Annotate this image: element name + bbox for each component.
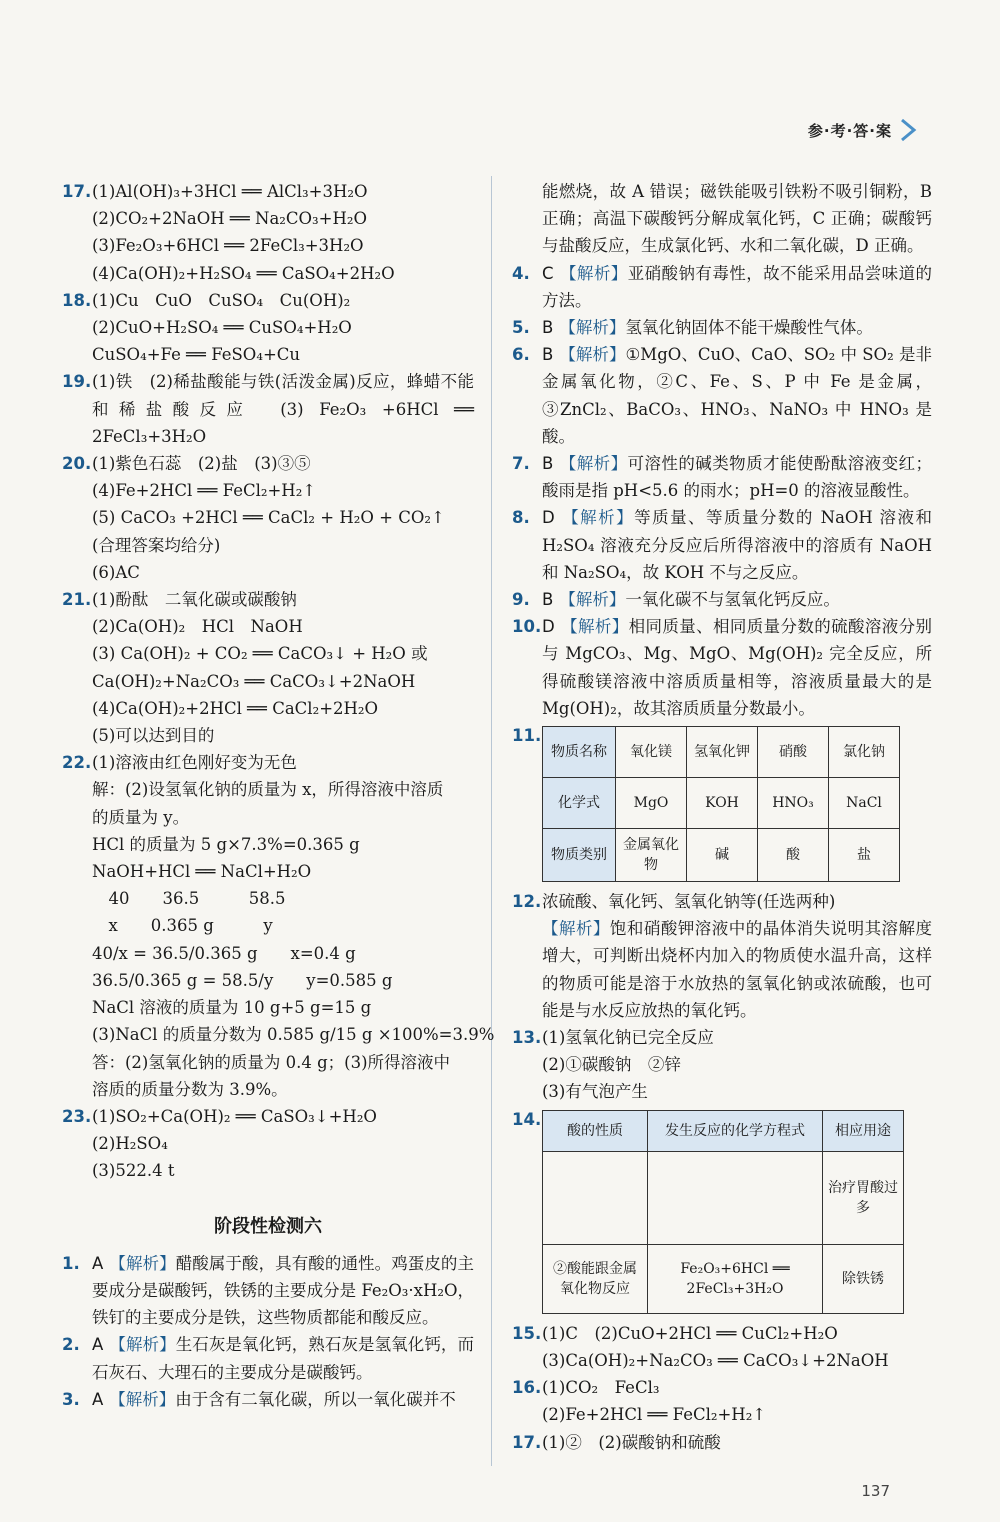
table-row (543, 1151, 904, 1244)
answer-text: (1)铁 (2)稀盐酸能与铁(活泼金属)反应，蜂蜡不能和稀盐酸反应 (3) Fe₂O₃ +6HCl ══ 2FeCl₃+3H₂O (92, 372, 474, 446)
question-number: 2. (62, 1335, 80, 1355)
answer-line: 浓硫酸、氧化钙、氢氧化钠等(任选两种) (542, 892, 836, 912)
table-cell: 治疗胃酸过多 (823, 1151, 904, 1244)
question-number: 3. (62, 1389, 80, 1409)
answer-line: NaOH+HCl ══ NaCl+H₂O (92, 862, 312, 882)
table-cell: 氯化钠 (829, 727, 900, 778)
question-number: 7. (512, 454, 530, 474)
table-cell: ②酸能跟金属氧化物反应 (543, 1244, 648, 1313)
answer-line: (4)Fe+2HCl ══ FeCl₂+H₂↑ (92, 481, 317, 501)
question-number: 18. (62, 290, 92, 310)
answer-s3 (62, 1386, 474, 1413)
analysis-tag: 【解析】 (560, 508, 635, 528)
question-number: 9. (512, 590, 530, 610)
answer-s8 (512, 504, 932, 586)
table-cell: Fe₂O₃+6HCl ══ 2FeCl₃+3H₂O (648, 1244, 823, 1313)
page-header (808, 118, 920, 142)
answer-s2 (62, 1331, 474, 1385)
analysis-text: 生石灰是氧化钙，熟石灰是氢氧化钙，而石灰石、大理石的主要成分是碳酸钙。 (92, 1335, 475, 1382)
answer-choice: B (542, 454, 554, 474)
answer-choice: B (542, 345, 554, 365)
answer-line: (1)氢氧化钠已完全反应 (542, 1028, 714, 1048)
answer-s5 (512, 314, 932, 341)
answer-choice: D (542, 617, 555, 637)
answer-s11 (512, 722, 932, 888)
question-number: 21. (62, 590, 92, 610)
answer-line: (3)522.4 t (92, 1161, 175, 1181)
answer-23 (62, 1103, 474, 1185)
answer-line: (1)C (2)CuO+2HCl ══ CuCl₂+H₂O (542, 1323, 838, 1343)
answer-s9 (512, 586, 932, 613)
answer-line: (1)Al(OH)₃+3HCl ══ AlCl₃+3H₂O (92, 182, 368, 201)
table-cell: 物质名称 (543, 727, 616, 778)
answer-19 (62, 368, 474, 450)
answer-line: (1)② (2)碳酸钠和硫酸 (542, 1432, 721, 1452)
answer-17 (62, 178, 474, 287)
answer-line: 溶质的质量分数为 3.9%。 (92, 1079, 288, 1099)
table-cell: MgO (616, 778, 687, 829)
answer-choice: C (542, 263, 554, 283)
answer-s6 (512, 341, 932, 450)
question-number: 13. (512, 1028, 542, 1048)
analysis-tag: 【解析】 (109, 1335, 176, 1355)
table-row (543, 778, 900, 829)
answer-line: (3)NaCl 的质量分数为 0.585 g/15 g ×100%=3.9% (92, 1025, 495, 1045)
answer-line: (2)CuO+H₂SO₄ ══ CuSO₄+H₂O (92, 318, 352, 338)
column-divider (491, 176, 492, 1466)
question-number: 11. (512, 726, 542, 746)
question-number: 19. (62, 372, 92, 392)
left-column (62, 178, 495, 1413)
question-number: 17. (512, 1432, 542, 1452)
answer-line: (2)Ca(OH)₂ HCl NaOH (92, 617, 303, 637)
answer-line: 答：(2)氢氧化钠的质量为 0.4 g；(3)所得溶液中 (92, 1052, 451, 1072)
answer-line: 的质量为 y。 (92, 807, 190, 827)
section-title: 阶段性检测六 (214, 1215, 322, 1237)
analysis-tag: 【解析】 (559, 345, 626, 365)
table-cell: KOH (687, 778, 758, 829)
answer-line: (5)可以达到目的 (92, 726, 215, 746)
question-number: 5. (512, 318, 530, 338)
table-cell: 氢氧化钾 (687, 727, 758, 778)
answer-line: (3)Fe₂O₃+6HCl ══ 2FeCl₃+3H₂O (92, 236, 364, 256)
table-cell: 盐 (829, 829, 900, 882)
answer-line: (1)溶液由红色刚好变为无色 (92, 753, 297, 773)
answer-line: (5) CaCO₃ +2HCl ══ CaCl₂ + H₂O + CO₂↑ (92, 508, 445, 528)
answer-choice: A (92, 1389, 104, 1409)
table-cell: 碱 (687, 829, 758, 882)
answer-line: (3)有气泡产生 (542, 1082, 648, 1102)
substance-table (542, 726, 900, 882)
question-number: 6. (512, 345, 530, 365)
analysis-text: ①MgO、CuO、CaO、SO₂ 中 SO₂ 是非金属氧化物，②C、Fe、S、P 中 Fe 是金属，③ZnCl₂、BaCO₃、HNO₃、NaNO₃ 中 HNO₃ 是酸。 (542, 345, 933, 446)
header-title: 参·考·答·案 (807, 121, 892, 140)
analysis-tag: 【解析】 (559, 263, 628, 283)
table-row (543, 1244, 904, 1313)
answer-line: (1)Cu CuO CuSO₄ Cu(OH)₂ (92, 290, 351, 310)
answer-line: x 0.365 g y (92, 916, 273, 936)
answer-s17 (512, 1429, 932, 1456)
answer-line: (4)Ca(OH)₂+2HCl ══ CaCl₂+2H₂O (92, 698, 379, 718)
table-cell: NaCl (829, 778, 900, 829)
answer-line: (1)SO₂+Ca(OH)₂ ══ CaSO₃↓+H₂O (92, 1106, 377, 1126)
question-number: 4. (512, 263, 530, 283)
analysis-text: 等质量、等质量分数的 NaOH 溶液和 H₂SO₄ 溶液充分反应后所得溶液中的溶质有 NaOH 和 Na₂SO₄，故 KOH 不与之反应。 (542, 508, 933, 582)
table-cell: 酸 (758, 829, 829, 882)
question-number: 8. (512, 508, 530, 528)
answer-line: 40 36.5 58.5 (92, 889, 286, 909)
answer-s7 (512, 450, 932, 504)
answer-line: CuSO₄+Fe ══ FeSO₄+Cu (92, 345, 301, 365)
question-number: 10. (512, 617, 542, 637)
analysis-tag: 【解析】 (560, 617, 629, 637)
table-cell: HNO₃ (758, 778, 829, 829)
analysis-tag: 【解析】 (542, 919, 610, 939)
table-header-cell: 相应用途 (823, 1110, 904, 1151)
answer-s13 (512, 1024, 932, 1106)
answer-line: (2)Fe+2HCl ══ FeCl₂+H₂↑ (542, 1405, 767, 1425)
answer-s14 (512, 1106, 932, 1320)
question-number: 14. (512, 1109, 542, 1129)
analysis-text: 饱和硝酸钾溶液中的晶体消失说明其溶解度增大，可判断出烧杯内加入的物质使水温升高，这样的物质可能是溶于水放热的氢氧化钠或浓硫酸，也可能是与水反应放热的氧化钙。 (542, 919, 933, 1020)
table-cell (543, 1151, 648, 1244)
answer-line: 解：(2)设氢氧化钠的质量为 x，所得溶液中溶质 (92, 780, 444, 800)
acid-property-table (542, 1110, 904, 1314)
answer-line: (合理答案均给分) (92, 535, 221, 555)
answer-line: Ca(OH)₂+Na₂CO₃ ══ CaCO₃↓+2NaOH (92, 671, 416, 691)
answer-s10 (512, 613, 932, 722)
answer-line: NaCl 溶液的质量为 10 g+5 g=15 g (92, 998, 372, 1018)
answer-s16 (512, 1374, 932, 1428)
table-cell: 硝酸 (758, 727, 829, 778)
answer-line: 40/x = 36.5/0.365 g x=0.4 g (92, 943, 356, 963)
right-column (512, 178, 932, 1456)
answer-line: (6)AC (92, 562, 140, 582)
question-number: 17. (62, 182, 92, 201)
table-cell: 除铁锈 (823, 1244, 904, 1313)
answer-choice: A (92, 1253, 104, 1273)
answer-choice: B (542, 318, 554, 338)
analysis-tag: 【解析】 (559, 454, 628, 474)
table-header-cell: 酸的性质 (543, 1110, 648, 1151)
answer-line: (2)CO₂+2NaOH ══ Na₂CO₃+H₂O (92, 209, 368, 229)
answer-line: (3)Ca(OH)₂+Na₂CO₃ ══ CaCO₃↓+2NaOH (542, 1350, 889, 1370)
question-number: 12. (512, 892, 542, 912)
answer-choice: D (542, 508, 555, 528)
table-header-cell: 发生反应的化学方程式 (648, 1110, 823, 1151)
answer-22 (62, 749, 495, 1103)
chevron-right-icon (898, 118, 920, 142)
analysis-text: 由于含有二氧化碳，所以一氧化碳并不 (175, 1389, 456, 1409)
answer-line: 36.5/0.365 g = 58.5/y y=0.585 g (92, 970, 393, 990)
table-header-row (543, 1110, 904, 1151)
table-cell: 氧化镁 (616, 727, 687, 778)
analysis-text: 醋酸属于酸，具有酸的通性。鸡蛋皮的主要成分是碳酸钙，铁锈的主要成分是 Fe₂O₃·xH₂O，铁钉的主要成分是铁，这些物质都能和酸反应。 (92, 1253, 475, 1328)
answer-line: (3) Ca(OH)₂ + CO₂ ══ CaCO₃↓ + H₂O 或 (92, 644, 428, 664)
analysis-text: 可溶性的碱类物质才能使酚酞溶液变红；酸雨是指 pH<5.6 的雨水；pH=0 的溶液显酸性。 (542, 454, 933, 501)
answer-20 (62, 450, 474, 586)
answer-s12 (512, 888, 932, 1024)
table-row (543, 829, 900, 882)
question-number: 22. (62, 753, 92, 773)
analysis-text: 亚硝酸钠有毒性，故不能采用品尝味道的方法。 (542, 263, 933, 310)
page-number: 137 (861, 1482, 890, 1500)
table-row (543, 727, 900, 778)
question-number: 16. (512, 1378, 542, 1398)
question-number: 1. (62, 1253, 80, 1273)
question-number: 15. (512, 1323, 542, 1343)
table-cell: 金属氧化物 (616, 829, 687, 882)
answer-s1 (62, 1250, 474, 1332)
answer-choice: A (92, 1335, 104, 1355)
analysis-text: 氢氧化钠固体不能干燥酸性气体。 (625, 318, 873, 338)
analysis-tag: 【解析】 (559, 318, 626, 338)
question-number: 23. (62, 1106, 92, 1126)
analysis-tag: 【解析】 (109, 1389, 176, 1409)
answer-s15 (512, 1320, 932, 1374)
answer-line: (4)Ca(OH)₂+H₂SO₄ ══ CaSO₄+2H₂O (92, 263, 395, 283)
table-cell: 化学式 (543, 778, 616, 829)
answer-line: (2)H₂SO₄ (92, 1134, 168, 1154)
answer-line: (1)CO₂ FeCl₃ (542, 1378, 660, 1398)
analysis-text: 相同质量、相同质量分数的硫酸溶液分别与 MgCO₃、Mg、MgO、Mg(OH)₂ 完全反应，所得硫酸镁溶液中溶质质量相等，溶液质量最大的是 Mg(OH)₂，故其溶质质量分数最小。 (542, 617, 933, 718)
answer-21 (62, 586, 474, 749)
analysis-tag: 【解析】 (559, 590, 626, 610)
analysis-text: 一氧化碳不与氢氧化钙反应。 (625, 590, 840, 610)
answer-18 (62, 287, 474, 369)
table-cell: 物质类别 (543, 829, 616, 882)
answer-line: HCl 的质量为 5 g×7.3%=0.365 g (92, 834, 360, 854)
answer-line: (2)①碳酸钠 ②锌 (542, 1055, 681, 1075)
analysis-tag: 【解析】 (109, 1253, 176, 1273)
answer-line: (1)酚酞 二氧化碳或碳酸钠 (92, 590, 297, 610)
answer-choice: B (542, 590, 554, 610)
table-cell (648, 1151, 823, 1244)
continued-text: 能燃烧，故 A 错误；磁铁能吸引铁粉不吸引铜粉，B 正确；高温下碳酸钙分解成氧化钙，C 正确；碳酸钙与盐酸反应，生成氯化钙、水和二氧化碳，D 正确。 (542, 182, 932, 256)
answer-line: (1)紫色石蕊 (2)盐 (3)③⑤ (92, 454, 311, 474)
question-number: 20. (62, 454, 92, 474)
answer-s4 (512, 260, 932, 314)
